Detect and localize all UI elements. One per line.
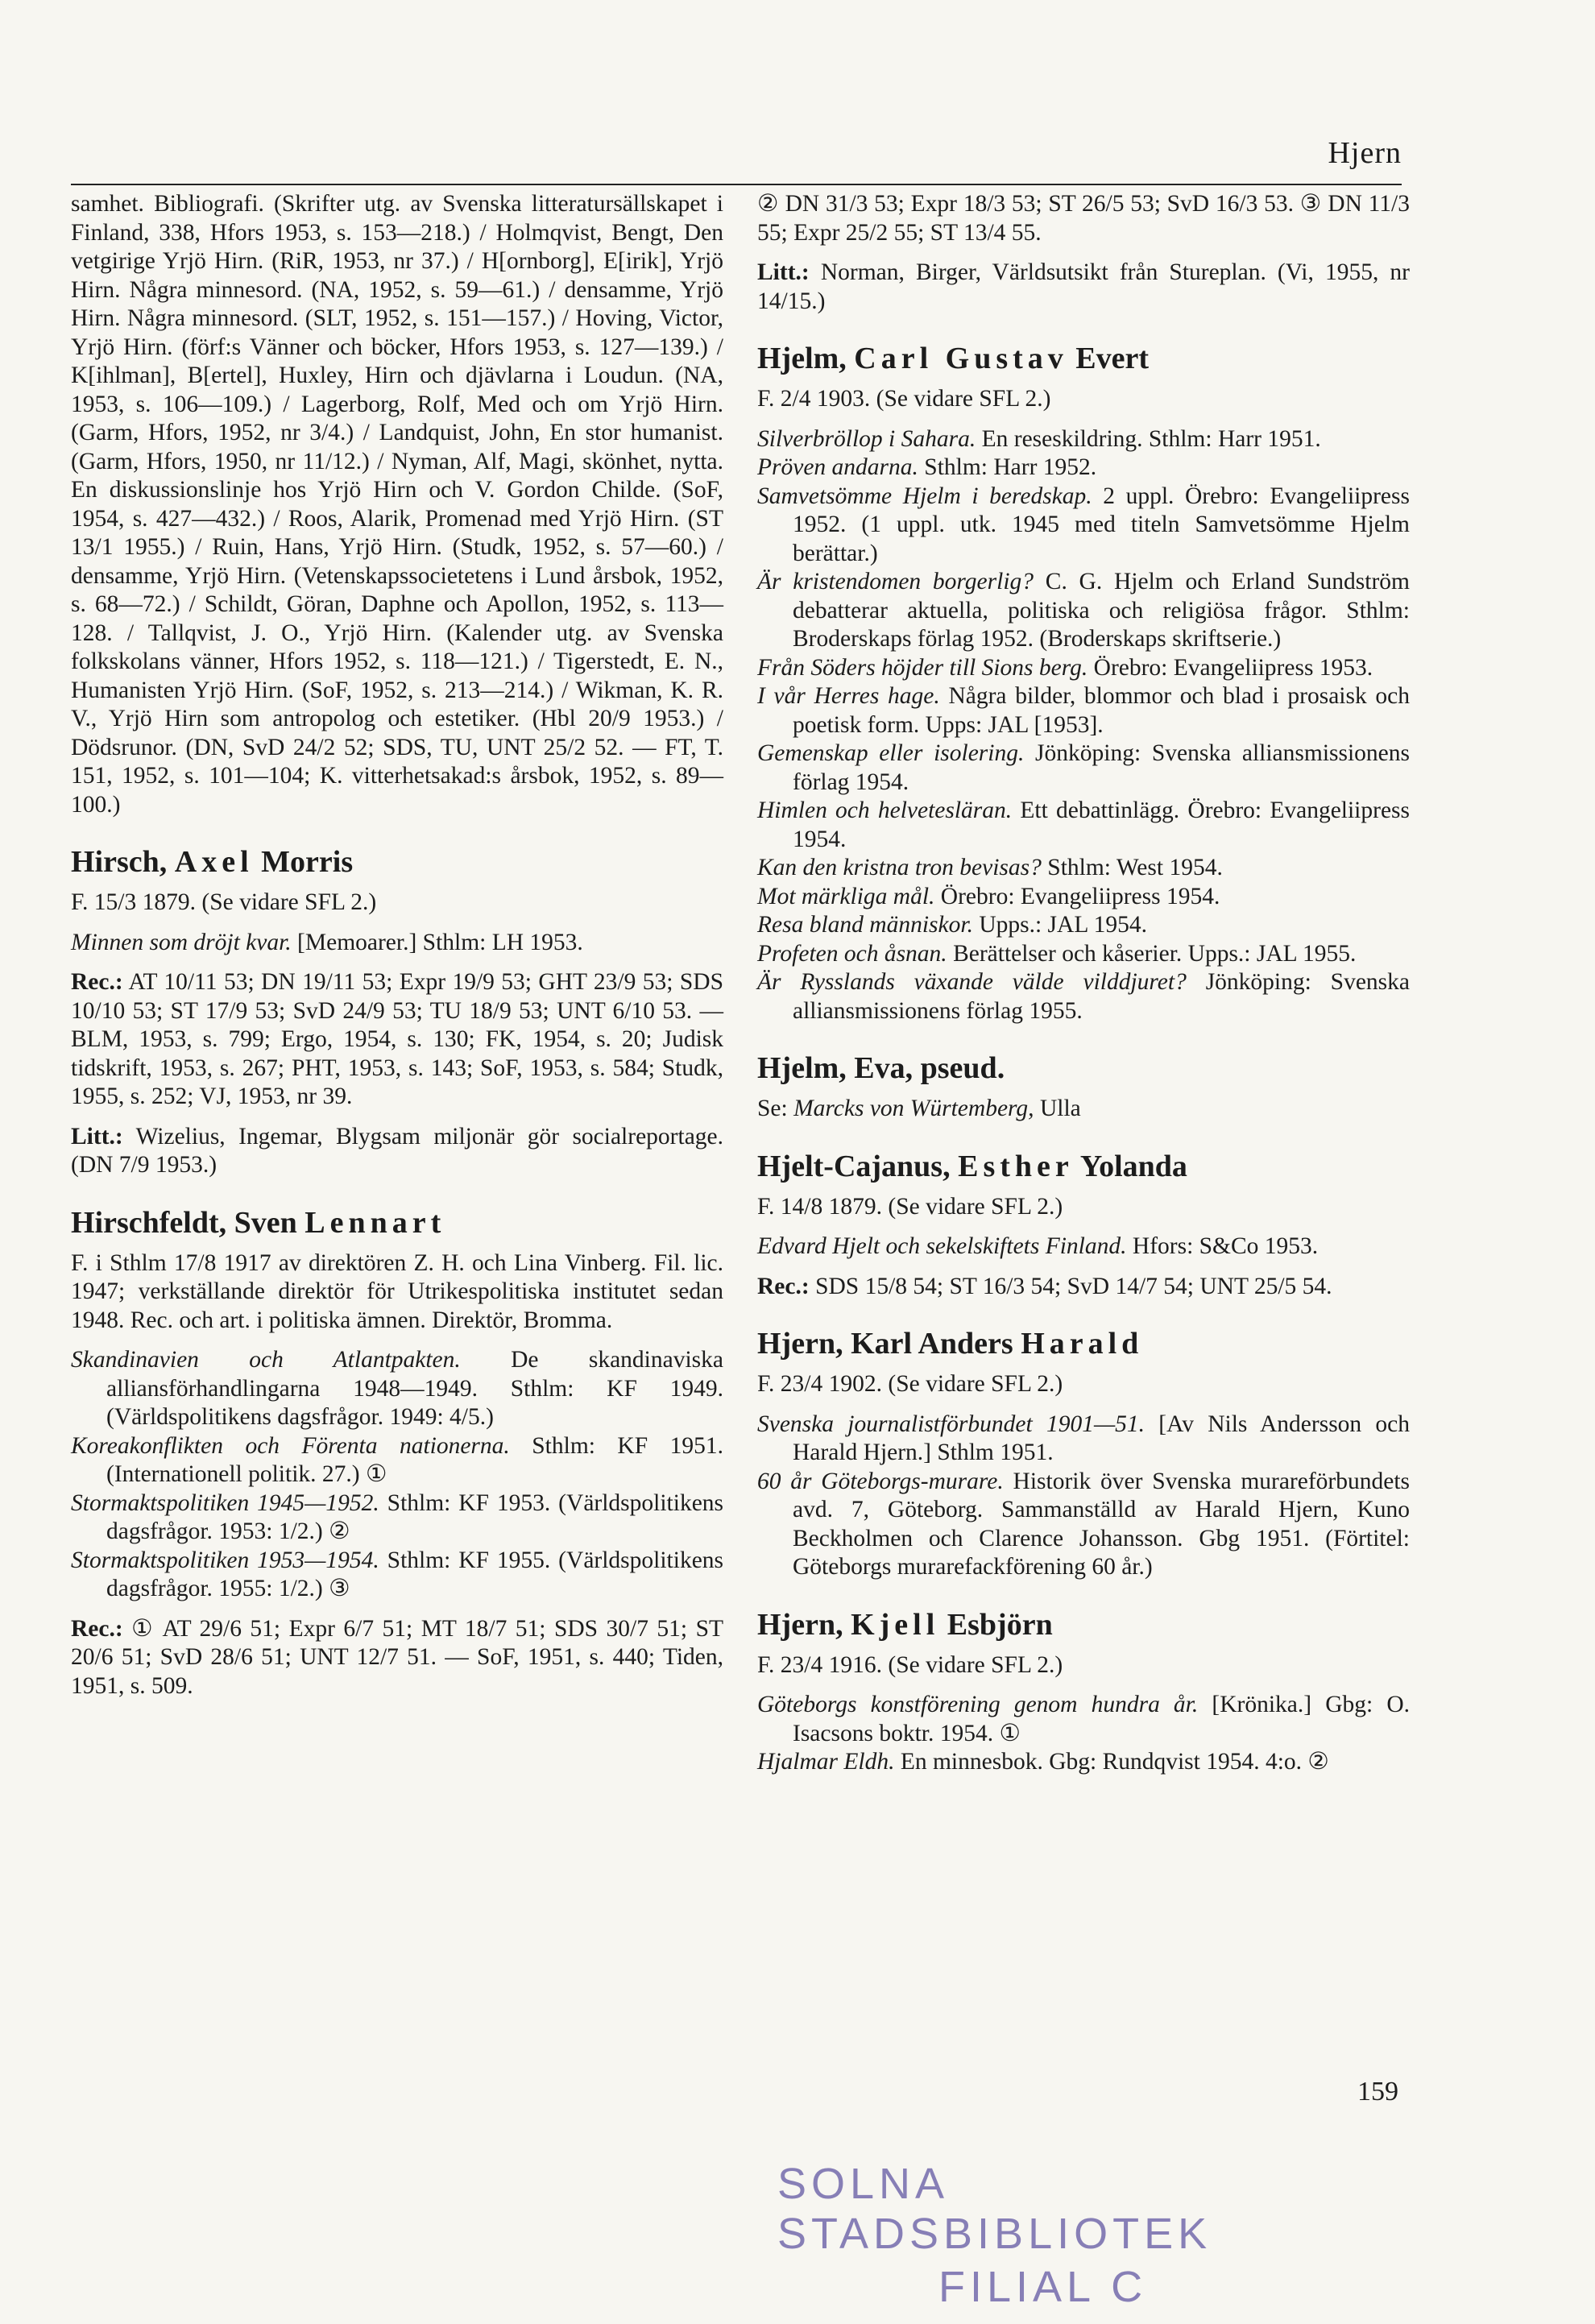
reviews: Rec.: ① AT 29/6 51; Expr 6/7 51; MT 18/7 51; SDS 30/7 51; ST 20/6 51; SvD 28/6 51; UNT 12/7 51. — SoF, 1951, s. 440; Tiden, 1951, s. 509. [71, 1615, 724, 1699]
birth-line: F. 2/4 1903. (Se vidare SFL 2.) [757, 386, 1051, 412]
entry-heading: Hjern, Karl Anders Harald [757, 1327, 1144, 1361]
left-column [71, 190, 723, 1701]
reviews: Rec.: SDS 15/8 54; ST 16/3 54; SvD 14/7 54; UNT 25/5 54. [757, 1273, 1332, 1299]
see-reference: Se: Marcks von Würtemberg, Ulla [757, 1096, 1081, 1121]
entry-heading: Hjelm, Eva, pseud. [757, 1051, 1005, 1085]
work-item: Stormaktspolitiken 1945—1952. Sthlm: KF 1953. (Världspolitikens dagsfrågor. 1953: 1/2.) ② [71, 1489, 724, 1544]
work-item: I vår Herres hage. Några bilder, blommor och blad i prosaisk och poetisk form. Upps: JAL [1953]. [757, 683, 1410, 738]
stamp-line-2: FILIAL C [938, 2263, 1148, 2311]
entry-hjelm-carl [757, 338, 1410, 1025]
entry-hjelm-eva [757, 1048, 1410, 1124]
works-list [757, 1411, 1410, 1582]
entry-heading: Hjelm, Carl Gustav Evert [757, 342, 1150, 375]
continuation-text: ② DN 31/3 53; Expr 18/3 53; ST 26/5 53; SvD 16/3 53. ③ DN 11/3 55; Expr 25/2 55; ST 13/4 55. [757, 191, 1410, 246]
work-item: Gemenskap eller isolering. Jönköping: Svenska alliansmissionens förlag 1954. [757, 740, 1411, 795]
running-head: Hjern [1328, 136, 1402, 170]
work-item: Profeten och åsnan. Berättelser och kåserier. Upps.: JAL 1955. [757, 940, 1357, 967]
bio-text: F. i Sthlm 17/8 1917 av direktören Z. H. och Lina Vinberg. Fil. lic. 1947; verkställande direktör för Utrikespolitiska institutet sedan 1948. Rec. och art. i politiska ämnen. Direktör, Bromma. [71, 1249, 723, 1333]
work-item: Minnen som dröjt kvar. [Memoarer.] Sthlm: LH 1953. [71, 929, 583, 955]
work-item: Hjalmar Eldh. En minnesbok. Gbg: Rundqvist 1954. 4:o. ② [757, 1749, 1329, 1775]
reviews: Rec.: AT 10/11 53; DN 19/11 53; Expr 19/9 53; GHT 23/9 53; SDS 10/10 53; ST 17/9 53; SvD 24/9 53; TU 18/9 53; UNT 6/10 53. — BLM, 1953, s. 799; Ergo, 1954, s. 130; FK, 1954, s. 20; Judisk tidskrift, 1953, s. 267; PHT, 1953, s. 143; SoF, 1953, s. 584; Studk, 1955, s. 252; VJ, 1953, nr 39. [71, 969, 723, 1109]
entry-heading: Hirschfeldt, Sven Lennart [71, 1205, 446, 1240]
entry-heading: Hjern, Kjell Esbjörn [757, 1607, 1053, 1642]
birth-line: F. 23/4 1916. (Se vidare SFL 2.) [757, 1651, 1063, 1678]
literature: Litt.: Wizelius, Ingemar, Blygsam miljonär gör socialreportage. (DN 7/9 1953.) [71, 1123, 724, 1178]
work-item: Stormaktspolitiken 1953—1954. Sthlm: KF 1955. (Världspolitikens dagsfrågor. 1955: 1/2.) ③ [71, 1547, 724, 1601]
work-item: Svenska journalistförbundet 1901—51. [Av Nils Andersson och Harald Hjern.] Sthlm 1951. [757, 1411, 1410, 1465]
work-item: Är kristendomen borgerlig? C. G. Hjelm och Erland Sundström debatterar aktuella, politiska och religiösa frågor. Sthlm: Broderskaps förlag 1952. (Broderskaps skriftserie.) [757, 569, 1411, 652]
entry-hirsch [71, 842, 723, 1180]
work-item: Är Rysslands växande välde vilddjuret? Jönköping: Svenska alliansmissionens förlag 1955. [757, 969, 1410, 1024]
right-column [757, 190, 1410, 1777]
library-stamp [777, 2159, 1341, 2312]
birth-line: F. 15/3 1879. (Se vidare SFL 2.) [71, 889, 377, 915]
work-item: Göteborgs konstförening genom hundra år. [Krönika.] Gbg: O. Isacsons boktr. 1954. ① [757, 1692, 1411, 1746]
literature: Litt.: Norman, Birger, Världsutsikt från Stureplan. (Vi, 1955, nr 14/15.) [757, 259, 1410, 314]
work-item: Mot märkliga mål. Örebro: Evangeliipress 1954. [757, 883, 1220, 909]
work-item: Kan den kristna tron bevisas? Sthlm: West 1954. [757, 855, 1223, 880]
work-item: Himlen och helvetesläran. Ett debattinlägg. Örebro: Evangeliipress 1954. [757, 797, 1411, 852]
entry-hjelt-cajanus [757, 1146, 1410, 1302]
works-list [71, 1346, 723, 1604]
stamp-line-1: SOLNA STADSBIBLIOTEK [777, 2160, 1212, 2258]
entry-heading: Hirsch, Axel Morris [71, 845, 354, 879]
birth-line: F. 14/8 1879. (Se vidare SFL 2.) [757, 1193, 1063, 1220]
work-item: Silverbröllop i Sahara. En reseskildring. Sthlm: Harr 1951. [757, 425, 1321, 452]
works-list [757, 425, 1410, 1026]
continuation-text: samhet. Bibliografi. (Skrifter utg. av Svenska litteratursällskapet i Finland, 338, Hfors 1953, s. 153—218.) / Holmqvist, Bengt, Den vetgirige Yrjö Hirn. (RiR, 1953, nr 37.) / H[ornborg], E[irik], Yrjö Hirn. Några minnesord. (NA, 1952, s. 59—61.) / densamme, Yrjö Hirn. Några minnesord. (SLT, 1952, s. 151—157.) / Hoving, Victor, Yrjö Hirn. (förf:s Vänner och böcker, Hfors 1953, s. 127—139.) / K[ihlman], B[ertel], Huxley, Hirn och djävlarna i Loudun. (NA, 1953, s. 106—109.) / Lagerborg, Rolf, Med och om Yrjö Hirn. (Garm, Hfors, 1952, nr 3/4.) / Landquist, John, En stor humanist. (Garm, Hfors, 1950, nr 11/12.) / Nyman, Alf, Magi, skönhet, nytta. En diskussionslinje hos Yrjö Hirn och V. Gordon Childe. (SoF, 1954, s. 427—432.) / Roos, Alarik, Promenad med Yrjö Hirn. (ST 13/1 1955.) / Ruin, Hans, Yrjö Hirn. (Studk, 1952, s. 57—60.) / densamme, Yrjö Hirn. (Vetenskapssocietetens i Lund årsbok, 1952, s. 68—72.) / Schildt, Göran, Daphne och Apollon, 1952, s. 113—128. / Tallqvist, J. O., Yrjö Hirn. (Kalender utg. av Svenska folkskolans vänner, Hfors 1952, s. 118—121.) / Tigerstedt, E. N., Humanisten Yrjö Hirn. (SoF, 1952, s. 213—214.) / Wikman, K. R. V., Yrjö Hirn som antropolog och estetiker. (Hbl 20/9 1953.) / Dödsrunor. (DN, SvD 24/2 52; SDS, TU, UNT 25/2 52. — FT, T. 151, 1952, s. 101—104; K. vitterhetsakad:s årsbok, 1952, s. 89—100.) [71, 191, 723, 818]
work-item: Från Söders höjder till Sions berg. Örebro: Evangeliipress 1953. [757, 654, 1373, 681]
entry-hjern-harald [757, 1324, 1410, 1582]
work-item: Resa bland människor. Upps.: JAL 1954. [757, 912, 1148, 938]
entry-heading: Hjelt-Cajanus, Esther Yolanda [757, 1149, 1187, 1183]
work-item: Samvetsömme Hjelm i beredskap. 2 uppl. Örebro: Evangeliipress 1952. (1 uppl. utk. 1945 med titeln Samvetsömme Hjelm berättar.) [757, 483, 1410, 566]
work-item: Koreakonflikten och Förenta nationerna. Sthlm: KF 1951. (Internationell politik. 27.) ① [71, 1432, 723, 1487]
work-item: Skandinavien och Atlantpakten. De skandinaviska alliansförhandlingarna 1948—1949. Sthlm: KF 1949. (Världspolitikens dagsfrågor. 1949: 4/5.) [71, 1347, 723, 1430]
birth-line: F. 23/4 1902. (Se vidare SFL 2.) [757, 1371, 1063, 1397]
header-rule [71, 184, 1402, 185]
entry-hjern-kjell [757, 1605, 1410, 1777]
work-item: 60 år Göteborgs-murare. Historik över Svenska murareförbundets avd. 7, Göteborg. Sammanställd av Harald Hjern, Kuno Beckholmen och Clarence Johansson. Gbg 1951. (Förtitel: Göteborgs murarefackförening 60 år.) [757, 1468, 1411, 1580]
work-item: Pröven andarna. Sthlm: Harr 1952. [757, 454, 1097, 480]
work-item: Edvard Hjelt och sekelskiftets Finland. Hfors: S&Co 1953. [757, 1233, 1319, 1259]
entry-hirschfeldt [71, 1203, 723, 1701]
page-number: 159 [1357, 2077, 1398, 2107]
works-list [757, 1691, 1410, 1777]
